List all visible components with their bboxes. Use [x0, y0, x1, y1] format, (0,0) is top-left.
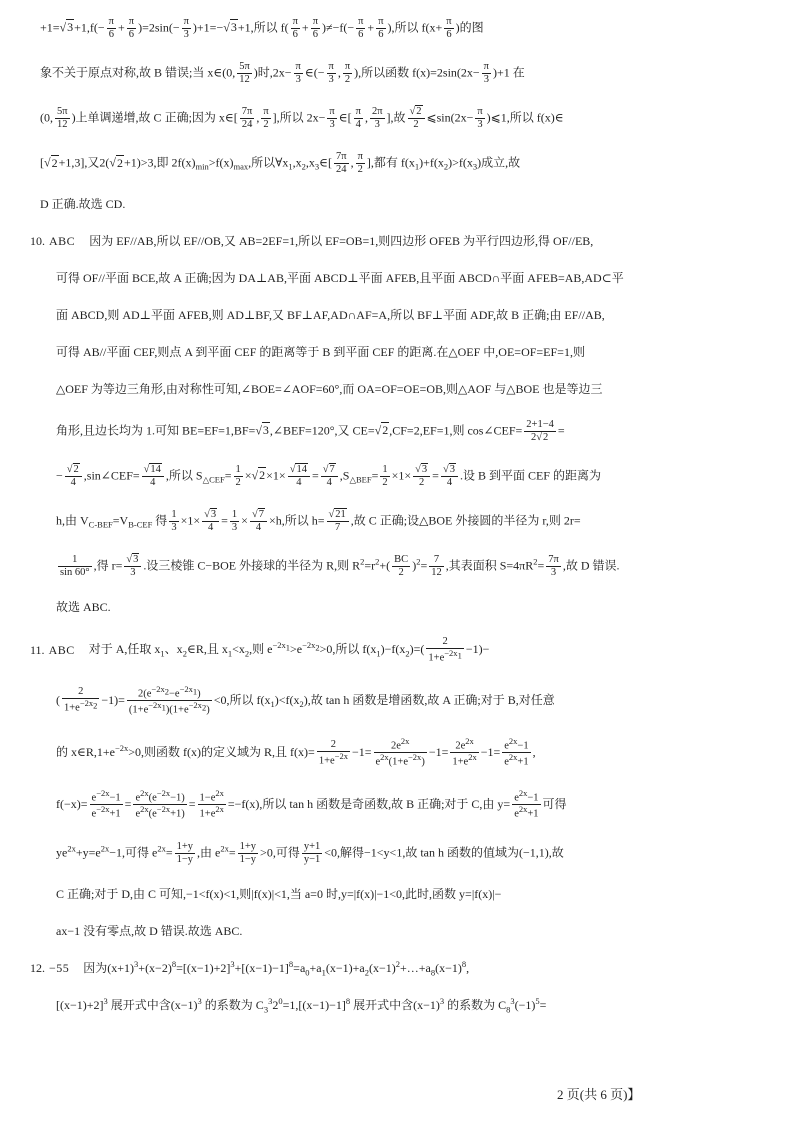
- fraction: $\frac{√7}{4}$: [250, 509, 267, 534]
- fraction: $\frac{√3}{2}$: [413, 464, 430, 489]
- line-text: 对于 A,任取 $x_1$、$x_2\in R$,且 $x_1<x_2$,则 $e^{-2x_1}>e^{-2x_2}>0$,所以 $f(x_1)-f(x_2)=$( $\frac{2}{1+e^{-2x_1}}$ −1)−: [88, 636, 490, 664]
- fraction: $\frac{2}{1+e^{-2x_2}}$: [64, 686, 98, 714]
- fraction: $\frac{1+y}{1-y}$: [176, 841, 194, 866]
- fraction: $\frac{√3}{4}$: [441, 464, 458, 489]
- page-footer: [557, 1084, 640, 1103]
- text-line: [0, 271, 800, 288]
- text-line: [0, 685, 800, 717]
- text-line: [0, 509, 800, 534]
- fraction: $\frac{√21}{7}$: [327, 509, 349, 534]
- line-text: $ye^{2x}+y=e^{2x}-1$,可得 $e^{2x}=$ $\frac{1+y}{1-y}$ ,由 $e^{2x}=$ $\frac{1+y}{1-y}$ >0,可得 $\frac{y+1}{y-1}$ <0,解得−1<y<1,故 tan h 函数的值域为(−1,1),故: [56, 841, 564, 866]
- text-line: [0, 16, 800, 41]
- sqrt-expression: √7: [251, 508, 264, 520]
- text-line: [0, 419, 800, 444]
- fraction: $\frac{\pi}{3}$: [483, 61, 489, 86]
- line-text: 因为$(x+1)^3+(x-2)^8=[(x-1)+2]^3+[(x-1)-1]^8=a_0+a_1(x-1)+a_2(x-1)^2+\dots+a_8(x-1)^8$,: [83, 959, 470, 978]
- sqrt-expression: √3: [126, 553, 139, 565]
- sqrt-expression: √14: [289, 463, 307, 475]
- fraction: $\frac{5\pi}{12}$: [239, 61, 250, 86]
- fraction: $\frac{2e^{2x}}{1+e^{2x}}$: [452, 735, 477, 768]
- line-text: C 正确;对于 D,由 C 可知,−1<f(x)<1,则|f(x)|<1,当 a=0 时,y=|f(x)|−1<0,此时,函数 y=|f(x)|−: [56, 886, 502, 901]
- fraction: $\frac{2}{1+e^{-2x_1}}$: [428, 636, 462, 664]
- sqrt-expression: √7: [322, 463, 335, 475]
- text-line: [0, 106, 800, 131]
- sqrt-expression: √3: [223, 20, 237, 35]
- sqrt-expression: √2: [409, 106, 422, 118]
- item-answer: −55: [49, 960, 70, 975]
- fraction: $\frac{√14}{4}$: [142, 464, 164, 489]
- solution-paragraph: [0, 234, 800, 617]
- text-line: [0, 308, 800, 325]
- sqrt-expression: √2: [44, 155, 58, 170]
- fraction: $\frac{\pi}{6}$: [292, 16, 298, 41]
- text-line: [0, 382, 800, 399]
- fraction: $\frac{1+y}{1-y}$: [239, 841, 257, 866]
- text-line: [0, 197, 800, 214]
- sqrt-expression: √2: [66, 463, 79, 475]
- fraction: $\frac{\pi}{3}$: [477, 106, 483, 131]
- text-line: [0, 234, 800, 251]
- sqrt-expression: √14: [143, 463, 161, 475]
- fraction: $\frac{√3}{4}$: [202, 509, 219, 534]
- fraction: $\frac{\pi}{3}$: [183, 16, 189, 41]
- fraction: $\frac{√2}{2}$: [408, 106, 425, 131]
- fraction: $\frac{5\pi}{12}$: [57, 106, 68, 131]
- item-answer: ABC: [49, 234, 76, 249]
- fraction: $\frac{1}{3}$: [231, 508, 238, 533]
- item-number: 11.: [30, 642, 45, 657]
- fraction: $\frac{\pi}{2}$: [344, 61, 351, 86]
- text-line: [0, 841, 800, 866]
- line-text: 的 $x\in R,1+e^{-2x}>0$,则函数 f(x)的定义域为 R,且 f(x)= $\frac{2}{1+e^{-2x}}$ −1= $\frac{2e^{2x}}{e^{2x}(1+e^{-2x})}$ −1= $\frac{2e^{2x}}{1+e^{2x}}$ −1= $\frac{e^{2x}-1}{e^{2x}+1}$ ,: [56, 735, 536, 768]
- text-line: [0, 923, 800, 940]
- line-text: ( $\frac{2}{1+e^{-2x_2}}$ −1)= $\frac{2(e^{-2x_2}-e^{-2x_1})}{(1+e^{-2x_1})(1+e^{-2x_2})}$ <0,所以 $f(x_1)<f(x_2)$,故 tan h 函数是增函数,故 A 正确;对于 B,对任意: [56, 683, 555, 716]
- item-number: 12.: [30, 960, 45, 975]
- fraction: $\frac{2(e^{-2x_2}-e^{-2x_1})}{(1+e^{-2x_1})(1+e^{-2x_2})}$: [128, 683, 210, 716]
- fraction: $\frac{1}{\sin 60^\circ}$: [60, 553, 90, 578]
- fraction: $\frac{2}{1+e^{-2x}}$: [318, 738, 348, 767]
- line-text: $\frac{1}{\sin 60^\circ}$ ,得 r= $\frac{√3}{3}$ .设三棱锥 C−BOE 外接球的半径为 R,则 $R^2=r^2+$( $\frac{BC}{2}$ )$^2$= $\frac{7}{12}$ ,其表面积 $S=4\pi R^2=$ $\frac{7\pi}{3}$ ,故 D 错误.: [60, 553, 620, 578]
- fraction: $\frac{\pi}{2}$: [357, 151, 363, 176]
- solution-paragraph: [0, 16, 800, 214]
- fraction: $\frac{√7}{4}$: [321, 464, 338, 489]
- fraction: $\frac{e^{2x}(e^{-2x}-1)}{e^{2x}(e^{-2x}+1)}$: [135, 787, 185, 820]
- fraction: $\frac{y+1}{y-1}$: [303, 841, 321, 866]
- fraction: $\frac{\pi}{6}$: [128, 16, 135, 41]
- sqrt-expression: √2: [251, 467, 266, 482]
- text-line: [0, 151, 800, 176]
- text-line: [0, 960, 800, 977]
- fraction: $\frac{\pi}{2}$: [263, 106, 269, 131]
- line-text: D 正确.故选 CD.: [40, 197, 126, 212]
- sqrt-expression: √21: [328, 508, 346, 520]
- fraction: $\frac{7}{12}$: [431, 553, 442, 578]
- fraction: $\frac{2e^{2x}}{e^{2x}(1+e^{-2x})}$: [375, 735, 425, 768]
- sqrt-expression: √3: [415, 463, 428, 475]
- line-text: △OEF 为等边三角形,由对称性可知,∠BOE=∠AOF=60°,而 OA=OF=OE=OB,则△AOF 与△BOE 也是等边三: [56, 382, 603, 397]
- text-line: [0, 997, 800, 1014]
- fraction: $\frac{\pi}{6}$: [108, 16, 114, 41]
- fraction: $\frac{1-e^{2x}}{1+e^{2x}}$: [199, 787, 224, 820]
- text-line: [0, 886, 800, 903]
- fraction: $\frac{e^{2x}-1}{e^{2x}+1}$: [504, 735, 529, 768]
- sqrt-expression: √3: [255, 422, 269, 437]
- sqrt-expression: √3: [204, 508, 217, 520]
- fraction: $\frac{\pi}{3}$: [329, 106, 335, 131]
- item-answer: ABC: [48, 642, 75, 657]
- text-line: [0, 345, 800, 362]
- fraction: $\frac{2+1-4}{2√2}$: [526, 418, 554, 443]
- line-text: [√2+1,3],又2(√2+1)>3,即 $2f(x)_{min}>f(x)_{max}$,所以$\forall x_1,x_2,x_3\in$[ $\frac{7\pi}{24}$ , $\frac{\pi}{2}$ ],都有 $f(x_1)+f(x_2)>f(x_3)$成立,故: [40, 151, 521, 176]
- sqrt-expression: √2: [109, 155, 123, 170]
- text-line: [0, 554, 800, 579]
- fraction: $\frac{2\pi}{3}$: [371, 106, 383, 131]
- line-text: ax−1 没有零点,故 D 错误.故选 ABC.: [56, 923, 243, 938]
- line-text: 故选 ABC.: [56, 599, 111, 614]
- text-line: [0, 636, 800, 665]
- line-text: f(−x)= $\frac{e^{-2x}-1}{e^{-2x}+1}$ = $\frac{e^{2x}(e^{-2x}-1)}{e^{2x}(e^{-2x}+1)}$ = $\frac{1-e^{2x}}{1+e^{2x}}$ =−f(x),所以 tan h 函数是奇函数,故 B 正确;对于 C,由 y= $\frac{e^{2x}-1}{e^{2x}+1}$ 可得: [56, 787, 567, 820]
- text-line: [0, 464, 800, 489]
- sqrt-expression: √3: [442, 463, 455, 475]
- fraction: $\frac{√3}{3}$: [124, 554, 141, 579]
- sqrt-expression: √3: [59, 20, 74, 35]
- line-text: 面 ABCD,则 AD⊥平面 AFEB,则 AD⊥BF,又 BF⊥AF,AD∩AF=A,所以 BF⊥平面 ADF,故 B 正确;由 EF//AB,: [56, 308, 605, 323]
- line-text: h,由 $V_{C-BEF}=V_{B-CEF}$ 得 $\frac{1}{3}$ ×1× $\frac{√3}{4}$ = $\frac{1}{3}$ × $\frac{√7}{4}$ ×h,所以 h= $\frac{√21}{7}$ ,故 C 正确;设△BOE 外接圆的半径为 r,则 2r=: [56, 508, 581, 533]
- sqrt-expression: √2: [374, 422, 389, 437]
- line-text: +1=√3+1,f(− $\frac{\pi}{6}$ + $\frac{\pi}{6}$ )=2sin(− $\frac{\pi}{3}$ )+1=−√3+1,所以 f( $\frac{\pi}{6}$ + $\frac{\pi}{6}$ )≠−f(− $\frac{\pi}{6}$ + $\frac{\pi}{6}$ ),所以 f(x+ $\frac{\pi}{6}$ )的图: [40, 16, 484, 41]
- line-text: 可得 OF//平面 BCE,故 A 正确;因为 DA⊥AB,平面 ABCD⊥平面 AFEB,且平面 ABCD∩平面 AFEB=AB,AD⊂平: [56, 271, 624, 286]
- fraction: $\frac{7\pi}{24}$: [336, 151, 347, 176]
- fraction: $\frac{1}{2}$: [382, 463, 388, 488]
- fraction: $\frac{\pi}{3}$: [295, 61, 301, 86]
- fraction: $\frac{7\pi}{24}$: [241, 106, 253, 131]
- line-text: 因为 EF//AB,所以 EF//OB,又 AB=2EF=1,所以 EF=OB=1,则四边形 OFEB 为平行四边形,得 OF//EB,: [89, 234, 594, 249]
- page-number-text: 2 页(共 6 页)】: [557, 1087, 641, 1102]
- text-line: [0, 61, 800, 86]
- line-text: (0, $\frac{5\pi}{12}$ )上单调递增,故 C 正确;因为 x∈[ $\frac{7\pi}{24}$ , $\frac{\pi}{2}$ ],所以 2x− $\frac{\pi}{3}$ ∈[ $\frac{\pi}{4}$ , $\frac{2\pi}{3}$ ],故 $\frac{√2}{2}$ ⩽sin(2x− $\frac{\pi}{3}$ )⩽1,所以 f(x)∈: [40, 106, 564, 131]
- text-line: [0, 789, 800, 821]
- fraction: $\frac{1}{3}$: [171, 508, 177, 533]
- fraction: $\frac{7\pi}{3}$: [548, 553, 559, 578]
- fraction: $\frac{\pi}{6}$: [312, 16, 318, 41]
- line-text: 象不关于原点对称,故 B 错误;当 x∈(0, $\frac{5\pi}{12}$ )时,2x− $\frac{\pi}{3}$ ∈(− $\frac{\pi}{3}$ , $\frac{\pi}{2}$ ),所以函数 f(x)=2sin(2x− $\frac{\pi}{3}$ )+1 在: [40, 61, 525, 86]
- fraction: $\frac{√14}{4}$: [288, 464, 310, 489]
- fraction: $\frac{\pi}{6}$: [446, 16, 452, 41]
- fraction: $\frac{1}{2}$: [235, 463, 241, 488]
- fraction: $\frac{BC}{2}$: [394, 553, 409, 578]
- fraction: $\frac{e^{2x}-1}{e^{2x}+1}$: [514, 787, 539, 820]
- item-number: 10.: [30, 234, 45, 249]
- line-text: 角形,且边长均为 1.可知 BE=EF=1,BF=√3,∠BEF=120°,又 CE=√2,CF=2,EF=1,则 cos∠CEF= $\frac{2+1-4}{2√2}$ =: [56, 418, 565, 443]
- text-line: [0, 737, 800, 769]
- line-text: $[(x-1)+2]^3$ 展开式中含$(x-1)^3$ 的系数为 $C_3^32^0=1,[(x-1)-1]^8$ 展开式中含$(x-1)^3$ 的系数为 $C_8^3(-1)^5=$: [56, 996, 547, 1015]
- fraction: $\frac{e^{-2x}-1}{e^{-2x}+1}$: [91, 787, 121, 820]
- text-line: [0, 599, 800, 616]
- line-text: 可得 AB//平面 CEF,则点 A 到平面 CEF 的距离等于 B 到平面 CEF 的距离.在△OEF 中,OE=OF=EF=1,则: [56, 345, 585, 360]
- fraction: $\frac{\pi}{6}$: [378, 16, 384, 41]
- sqrt-expression: √2: [536, 431, 549, 443]
- fraction: $\frac{\pi}{3}$: [328, 61, 334, 86]
- fraction: $\frac{\pi}{6}$: [358, 16, 364, 41]
- solution-paragraph: [0, 636, 800, 940]
- fraction: $\frac{√2}{4}$: [65, 464, 82, 489]
- solution-paragraph: [0, 960, 800, 1014]
- line-text: − $\frac{√2}{4}$ ,sin∠CEF= $\frac{√14}{4}$ ,所以 $S_{\triangle CEF}=$ $\frac{1}{2}$ ×√2×1× $\frac{√14}{4}$ = $\frac{√7}{4}$ $,S_{\triangle BEF}=$ $\frac{1}{2}$ ×1× $\frac{√3}{2}$ = $\frac{√3}{4}$ .设 B 到平面 CEF 的距离为: [56, 463, 601, 488]
- fraction: $\frac{\pi}{4}$: [355, 106, 361, 131]
